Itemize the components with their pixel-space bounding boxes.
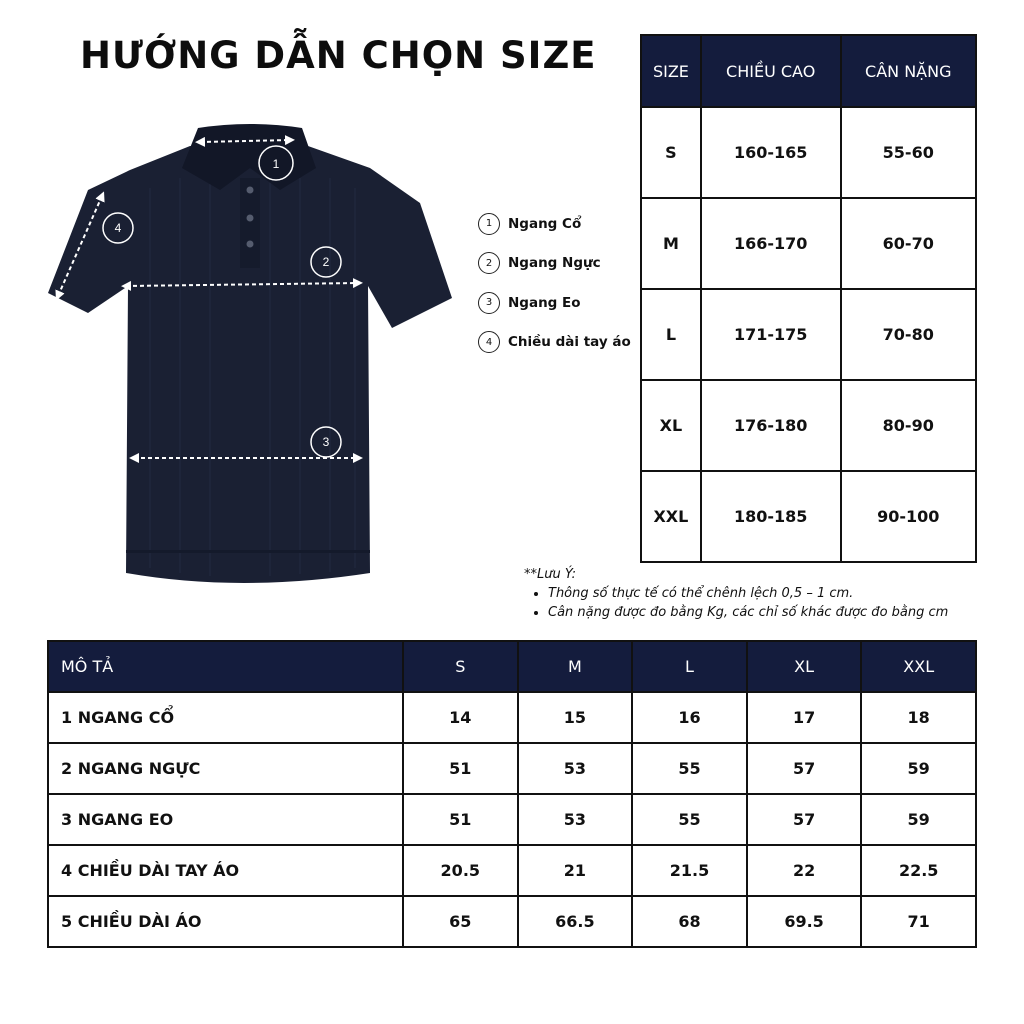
column-header-height: CHIỀU CAO bbox=[701, 35, 841, 107]
table-header-row bbox=[48, 641, 976, 692]
value-cell: 22.5 bbox=[861, 845, 976, 896]
column-header-xxl: XXL bbox=[861, 641, 976, 692]
column-header-weight: CÂN NẶNG bbox=[841, 35, 977, 107]
value-cell: 21.5 bbox=[632, 845, 747, 896]
value-cell: 18 bbox=[861, 692, 976, 743]
table-row bbox=[48, 794, 976, 845]
value-cell: 65 bbox=[403, 896, 518, 947]
value-cell: 68 bbox=[632, 896, 747, 947]
value-cell: 51 bbox=[403, 794, 518, 845]
value-cell: 66.5 bbox=[518, 896, 633, 947]
description-cell: 1 NGANG CỔ bbox=[48, 692, 403, 743]
value-cell: 17 bbox=[747, 692, 862, 743]
weight-cell: 80-90 bbox=[841, 380, 977, 471]
column-header-s: S bbox=[403, 641, 518, 692]
legend-item bbox=[478, 244, 631, 284]
column-header-xl: XL bbox=[747, 641, 862, 692]
size-cell: XL bbox=[641, 380, 701, 471]
table-row bbox=[641, 471, 976, 562]
size-height-weight-table bbox=[640, 34, 977, 563]
value-cell: 21 bbox=[518, 845, 633, 896]
legend-item bbox=[478, 323, 631, 363]
value-cell: 14 bbox=[403, 692, 518, 743]
value-cell: 71 bbox=[861, 896, 976, 947]
description-cell: 5 CHIỀU DÀI ÁO bbox=[48, 896, 403, 947]
legend-item bbox=[478, 204, 631, 244]
value-cell: 53 bbox=[518, 743, 633, 794]
legend-number: 1 bbox=[478, 213, 500, 235]
polo-shirt-illustration bbox=[40, 118, 460, 598]
marker-4-label: 4 bbox=[114, 221, 122, 235]
value-cell: 69.5 bbox=[747, 896, 862, 947]
size-cell: M bbox=[641, 198, 701, 289]
value-cell: 57 bbox=[747, 743, 862, 794]
marker-1-label: 1 bbox=[272, 157, 280, 171]
legend-number: 4 bbox=[478, 331, 500, 353]
note-item: • Cân nặng được đo bằng Kg, các chỉ số khác được đo bằng cm bbox=[548, 603, 948, 622]
height-cell: 160-165 bbox=[701, 107, 841, 198]
value-cell: 51 bbox=[403, 743, 518, 794]
value-cell: 53 bbox=[518, 794, 633, 845]
size-cell: S bbox=[641, 107, 701, 198]
marker-2-label: 2 bbox=[322, 255, 330, 269]
value-cell: 16 bbox=[632, 692, 747, 743]
note-item: • Thông số thực tế có thể chênh lệch 0,5 – 1 cm. bbox=[548, 584, 948, 603]
marker-3-label: 3 bbox=[322, 435, 330, 449]
value-cell: 55 bbox=[632, 794, 747, 845]
page-title: HƯỚNG DẪN CHỌN SIZE bbox=[80, 34, 597, 77]
value-cell: 20.5 bbox=[403, 845, 518, 896]
height-cell: 176-180 bbox=[701, 380, 841, 471]
value-cell: 57 bbox=[747, 794, 862, 845]
table-row bbox=[641, 380, 976, 471]
legend-label: Chiều dài tay áo bbox=[508, 334, 631, 351]
weight-cell: 90-100 bbox=[841, 471, 977, 562]
value-cell: 59 bbox=[861, 794, 976, 845]
height-cell: 180-185 bbox=[701, 471, 841, 562]
weight-cell: 70-80 bbox=[841, 289, 977, 380]
column-header-description: MÔ TẢ bbox=[48, 641, 403, 692]
legend-label: Ngang Eo bbox=[508, 294, 581, 311]
height-cell: 171-175 bbox=[701, 289, 841, 380]
table-row bbox=[641, 198, 976, 289]
height-cell: 166-170 bbox=[701, 198, 841, 289]
value-cell: 59 bbox=[861, 743, 976, 794]
weight-cell: 60-70 bbox=[841, 198, 977, 289]
notes bbox=[524, 567, 948, 622]
description-cell: 3 NGANG EO bbox=[48, 794, 403, 845]
value-cell: 55 bbox=[632, 743, 747, 794]
description-cell: 4 CHIỀU DÀI TAY ÁO bbox=[48, 845, 403, 896]
description-cell: 2 NGANG NGỰC bbox=[48, 743, 403, 794]
table-row bbox=[48, 896, 976, 947]
notes-title: **Lưu Ý: bbox=[524, 567, 577, 582]
measurement-legend bbox=[478, 204, 631, 362]
weight-cell: 55-60 bbox=[841, 107, 977, 198]
value-cell: 15 bbox=[518, 692, 633, 743]
table-row bbox=[48, 845, 976, 896]
table-row bbox=[48, 692, 976, 743]
column-header-l: L bbox=[632, 641, 747, 692]
legend-number: 3 bbox=[478, 292, 500, 314]
value-cell: 22 bbox=[747, 845, 862, 896]
column-header-m: M bbox=[518, 641, 633, 692]
legend-item bbox=[478, 283, 631, 323]
size-cell: L bbox=[641, 289, 701, 380]
size-cell: XXL bbox=[641, 471, 701, 562]
measurement-table bbox=[47, 640, 977, 948]
legend-label: Ngang Cổ bbox=[508, 215, 582, 232]
legend-number: 2 bbox=[478, 252, 500, 274]
table-header-row bbox=[641, 35, 976, 107]
table-row bbox=[48, 743, 976, 794]
column-header-size: SIZE bbox=[641, 35, 701, 107]
legend-label: Ngang Ngực bbox=[508, 255, 601, 272]
table-row bbox=[641, 107, 976, 198]
table-row bbox=[641, 289, 976, 380]
